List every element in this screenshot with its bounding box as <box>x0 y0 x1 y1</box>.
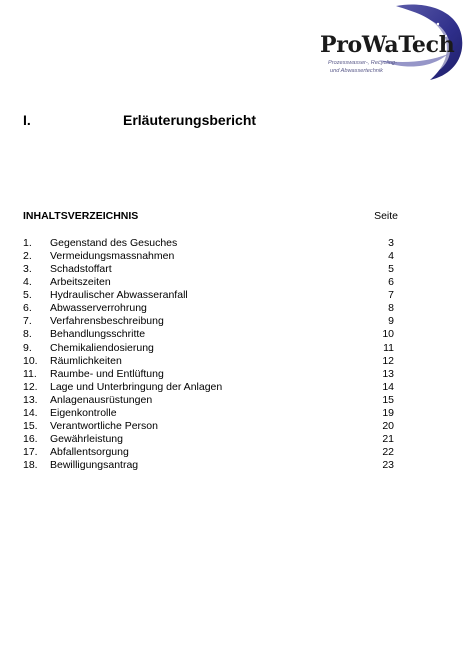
toc-entry-page: 10 <box>382 328 394 341</box>
toc-entry <box>23 381 400 394</box>
toc-entry-label: Gegenstand des Gesuches <box>50 237 178 249</box>
toc-entry <box>23 342 400 355</box>
toc-entry-number: 11. <box>23 367 37 380</box>
toc-entry <box>23 355 400 368</box>
toc-entry-number: 7. <box>23 315 32 328</box>
toc-entry-label: Hydraulischer Abwasseranfall <box>50 289 188 302</box>
toc-page-column-label: Seite <box>374 210 398 222</box>
toc-entry-number: 12. <box>23 380 38 393</box>
toc-entry-label: Abfallentsorgung <box>50 446 129 458</box>
toc-entry-page: 5 <box>388 263 394 276</box>
toc-entry-number: 6. <box>23 302 32 315</box>
logo-tagline-line2: und Abwassertechnik <box>330 68 383 74</box>
toc-entry <box>23 446 400 459</box>
toc-entry-number: 4. <box>23 276 32 289</box>
toc-entry-page: 23 <box>382 459 394 472</box>
toc-entry <box>23 250 400 263</box>
toc-entry <box>23 433 400 446</box>
toc-entry-number: 16. <box>23 432 38 445</box>
toc-entry-page: 3 <box>388 237 394 249</box>
toc-entry-number: 14. <box>23 406 38 419</box>
toc-entry-label: Arbeitszeiten <box>50 276 111 289</box>
toc-entry <box>23 276 400 289</box>
toc-entry-page: 6 <box>388 276 394 289</box>
toc-entry-number: 10. <box>23 354 38 367</box>
toc-entry <box>23 315 400 328</box>
toc-entry <box>23 407 400 420</box>
toc-entry-number: 8. <box>23 328 32 341</box>
toc-entry-page: 14 <box>382 380 394 393</box>
toc-entry <box>23 459 400 472</box>
logo-tagline-line1: Prozesswasser-, Recycling- <box>328 60 397 66</box>
toc-entry-number: 17. <box>23 446 38 458</box>
toc-entry-label: Schadstoffart <box>50 263 112 276</box>
toc-entry-number: 5. <box>23 289 32 302</box>
logo-brand-text: ProWaTech <box>320 32 455 58</box>
toc-entry-label: Raumbe- und Entlüftung <box>50 367 164 380</box>
toc-entry-page: 11 <box>383 341 394 354</box>
toc-entry-page: 12 <box>382 354 394 367</box>
toc-entry-page: 9 <box>388 315 394 328</box>
toc-entry <box>23 394 400 407</box>
toc-entry <box>23 368 400 381</box>
toc-entry-label: Lage und Unterbringung der Anlagen <box>50 380 223 393</box>
section-title: Erläuterungsbericht <box>123 112 257 128</box>
toc-entry <box>23 263 400 276</box>
toc-entry <box>23 237 400 250</box>
toc-entry-number: 2. <box>23 250 32 263</box>
toc-entry-page: 15 <box>382 393 394 406</box>
toc-entry-label: Bewilligungsantrag <box>50 459 139 472</box>
toc-entry <box>23 420 400 433</box>
toc-entry-number: 15. <box>23 419 38 432</box>
section-number: I. <box>23 112 31 128</box>
company-logo <box>318 2 464 102</box>
toc-list <box>23 237 400 472</box>
toc-entry-label: Vermeidungsmassnahmen <box>50 250 175 263</box>
toc-header <box>23 210 400 224</box>
toc-entry-label: Räumlichkeiten <box>50 354 122 367</box>
toc-entry-page: 19 <box>382 406 394 419</box>
toc-entry-label: Gewährleistung <box>50 432 123 445</box>
toc-entry-page: 20 <box>382 419 394 432</box>
toc-entry-label: Abwasserverrohrung <box>50 302 147 315</box>
toc-entry-number: 9. <box>23 341 32 354</box>
toc-entry-page: 7 <box>388 289 394 302</box>
toc-entry <box>23 328 400 341</box>
toc-entry-page: 21 <box>382 432 394 445</box>
toc-entry-label: Behandlungsschritte <box>50 328 146 341</box>
toc-entry-page: 8 <box>388 302 394 315</box>
toc-entry-label: Verantwortliche Person <box>50 419 158 432</box>
toc-entry-number: 3. <box>23 263 32 276</box>
toc-entry-page: 22 <box>382 446 394 458</box>
toc-title: INHALTSVERZEICHNIS <box>23 210 139 222</box>
toc-entry-label: Eigenkontrolle <box>50 406 117 419</box>
toc-entry-page: 4 <box>388 250 394 263</box>
toc-entry <box>23 302 400 315</box>
toc-entry-label: Chemikaliendosierung <box>50 341 154 354</box>
toc-entry-number: 13. <box>23 393 38 406</box>
toc-entry-page: 13 <box>382 367 394 380</box>
toc-entry-label: Verfahrensbeschreibung <box>50 315 164 328</box>
toc-entry-label: Anlagenausrüstungen <box>50 393 153 406</box>
toc-entry-number: 18. <box>23 459 38 472</box>
toc-entry <box>23 289 400 302</box>
toc-entry-number: 1. <box>23 237 32 249</box>
